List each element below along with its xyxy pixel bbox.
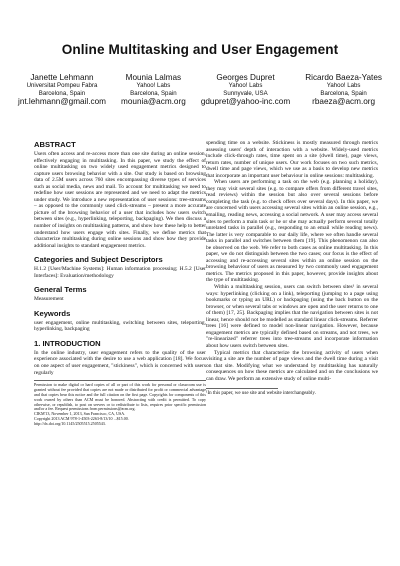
abstract-heading: ABSTRACT — [34, 140, 76, 149]
author-4 — [305, 73, 382, 106]
author-location: Barcelona, Spain — [130, 89, 177, 97]
doi-line: http://dx.doi.org/10.1145/2505515.2505543. — [34, 420, 106, 426]
author-name: Janette Lehmann — [30, 73, 94, 82]
author-affiliation: Yahoo! Labs — [228, 82, 263, 90]
permission-text: Permission to make digital or hard copies of all or part of this work for personal or classroom use is granted without fee provided that copies are not made or distributed for profit or commercial advantage and that copies bear this notice and the full citation on the first page. Copyrights for components of this work owned by others than ACM must be honored. Abstracting with credit is permitted. To copy otherwise, or republish, to post on servers or to redistribute to lists, requires prior specific permission and/or a fee. Request permissions from permissions@acm.org. — [34, 382, 206, 412]
author-affiliation: Yahoo! Labs — [326, 82, 361, 90]
author-1 — [18, 73, 106, 106]
general-terms-text: Measurement — [34, 296, 64, 303]
introduction-text: In the online industry, user engagement refers to the quality of the user experience associated with the desire to use a web application [18]. We focus on one aspect of user engagement, "stickiness", which is concerned with users regularly — [34, 349, 206, 376]
categories-heading: Categories and Subject Descriptors — [34, 255, 163, 265]
permission-block — [34, 380, 206, 427]
body-paragraph: spending time on a website. Stickiness is mostly measured through metrics assessing users' depth of interaction with a website. Widely-used metrics include click-through rates, time spent on a site (dwell time), page views, return rates, number of unique users. Our work focuses on two such metrics, dwell time and page views, which we use as a basis to develop new metrics that incorporate an important user behaviour in online sessions: multitasking. — [206, 140, 378, 179]
introduction-heading: 1. INTRODUCTION — [34, 338, 101, 348]
keywords-heading: Keywords — [34, 308, 71, 318]
body-paragraph: When users are performing a task on the web (e.g. planning a holiday), they may visit several sites (e.g. to compare offers from different travel sites, read reviews) within the session but also over several sessions before completing the task (e.g. to check offers over several days). In this paper, we are concerned with users accessing several sites within an online session, e.g., emailing, reading news, accessing a social network. A user may access several sites to perform a main task or he or she may actually perform several totally unrelated tasks in parallel (e.g., responding to an email while reading news). The latter is very comparable to our daily life, where we often handle several tasks in parallel and switches between them [19]. This phenomenon can also be observed on the web. We refer to both cases as online multitasking. In this paper, we do not distinguish between the two cases; our focus is the effect of accessing and re-accessing several sites within an online session on the browsing behaviour of users as measured by two commonly used engagement metrics. The metrics proposed in this paper, however, provide insights about the type of multitasking. — [206, 179, 378, 284]
author-location: Barcelona, Spain — [38, 89, 86, 97]
author-email: gdupret@yahoo-inc.com — [200, 96, 291, 106]
author-block — [18, 73, 382, 106]
copyright-line: Copyright 2013 ACM 978-1-4503-2263-8/13/10 ...$15.00. — [34, 416, 129, 422]
body-paragraph: Within a multitasking session, users can switch between sites¹ in several ways: hyperlinking (clicking on a link), teleporting (jumping to a page using bookmarks or typing an URL) or backpaging (using the back button on the browser, or when several tabs or windows are open and the user returns to one of them) [17, 25]. Backpaging implies that the navigation between sites is not linear, hence should not be modelled as standard linear click-streams. Referrer trees [16] were defined to model non-linear navigation. However, because engagement metrics are typically defined based on streams, and not trees, we "re-linearized" referrer trees into tree-streams and incorporate information about how users switch between sites. — [206, 284, 378, 349]
author-affiliation: Yahoo! Labs — [136, 82, 171, 90]
author-location: Sunnyvale, USA — [223, 89, 268, 97]
paper-title: Online Multitasking and User Engagement — [61, 42, 339, 57]
footnote: ¹In this paper, we use site and website interchangeably. — [206, 391, 316, 397]
general-terms-heading: General Terms — [34, 285, 87, 295]
author-2 — [121, 73, 186, 106]
author-location: Barcelona, Spain — [320, 89, 367, 97]
author-email: rbaeza@acm.org — [312, 96, 376, 106]
abstract-text: Users often access and re-access more than one site during an online session, effectively engaging in multitasking. In this paper, we study the effect of online multitasking on two widely used engagement metrics designed to capture users browsing behavior with a site. Our study is based on browsing data of 2.5M users across 760 sites encompassing diverse types of services such as social media, news and mail. To account for multitasking we need to redefine how user sessions are represented and we need to adapt the metrics under study. We introduce a new representation of user sessions: tree-streams – as opposed to the commonly used click-streams – present a more accurate picture of the browsing behavior of a user that includes how users switch between sites (e.g., hyperlinking, teleporting, backpaging). We then discuss a number of insights on multitasking patterns, and show how these help to better understand how users engage with sites. Finally, we define metrics that characterize multitasking during online sessions and show how they provide additional insights to standard engagement metrics. — [34, 151, 206, 249]
left-column — [34, 140, 206, 427]
venue-line: CIKM'13, November 1, 2013, San Francisco, CA, USA. — [34, 411, 126, 417]
author-name: Ricardo Baeza-Yates — [305, 73, 382, 82]
author-email: jnt.lehmann@gmail.com — [18, 96, 106, 106]
categories-text: H.1.2 [User/Machine Systems]: Human information processing; H.5.2 [User Interfaces]: Evaluation/methodology — [34, 266, 206, 279]
right-column — [206, 140, 378, 397]
author-affiliation: Universitat Pompeu Fabra — [26, 82, 98, 90]
keywords-text: user engagement, online multitasking, switching between sites, teleporting, hyperlinking, backpaging — [34, 319, 206, 333]
body-paragraph: Typical metrics that characterize the browsing activity of users when visiting a site are the number of page views and the dwell time during a visit on that site. Modifying what we understand by multitasking has naturally consequences on how these metrics are calculated and on the conclusions we can draw. We perform an extensive study of online multi- — [206, 349, 378, 382]
author-name: Mounia Lalmas — [125, 73, 182, 82]
author-email: mounia@acm.org — [121, 96, 186, 106]
author-3 — [201, 73, 290, 106]
author-name: Georges Dupret — [216, 73, 275, 82]
